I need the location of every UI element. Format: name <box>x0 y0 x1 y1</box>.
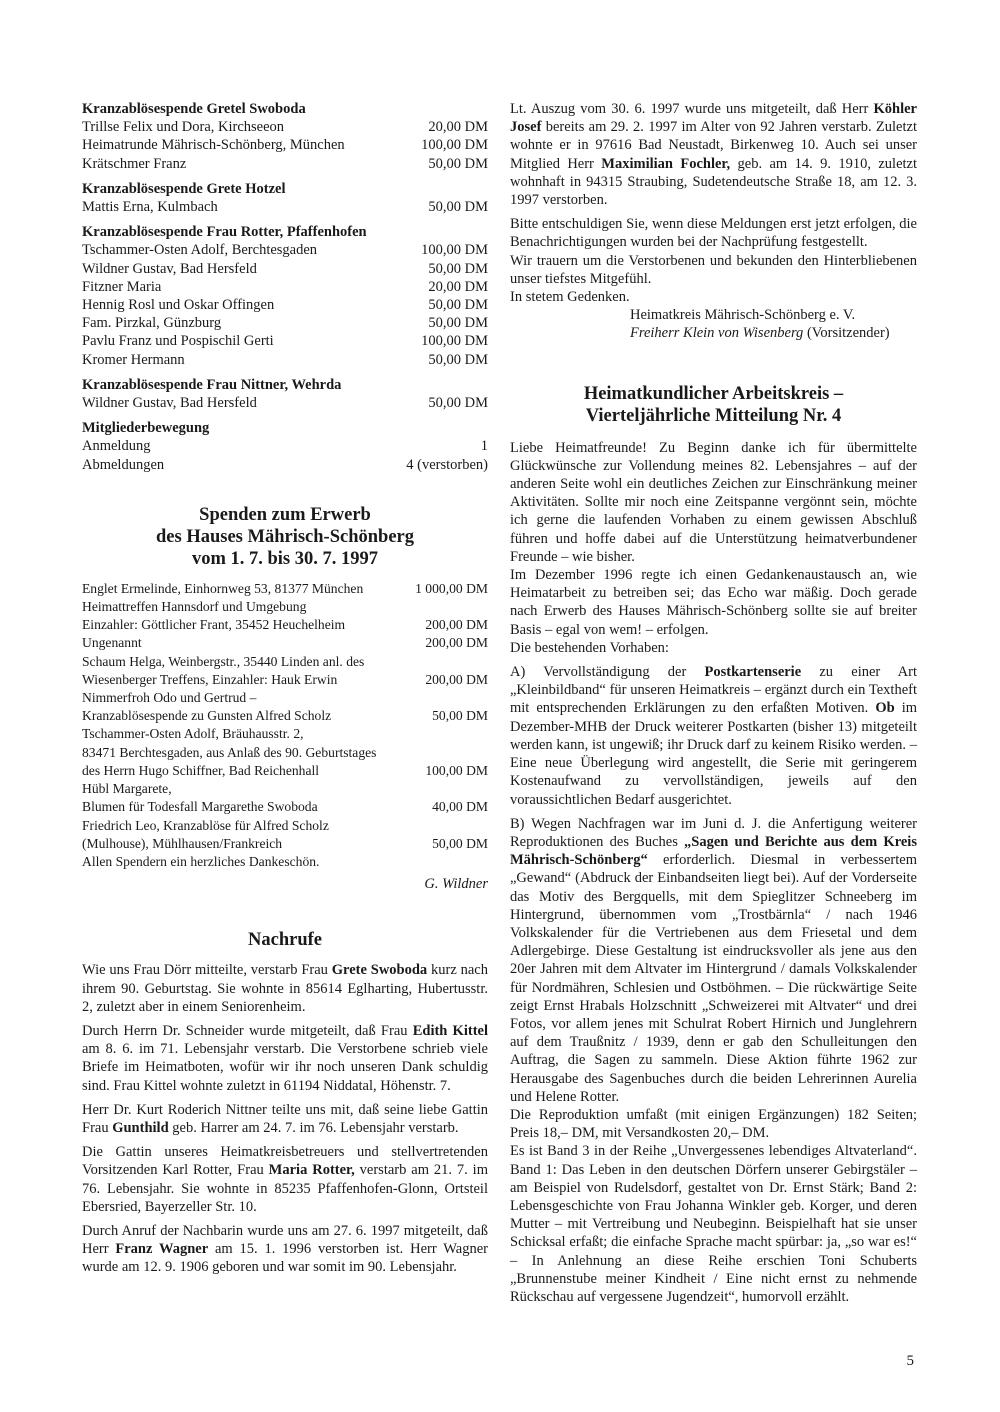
right-column <box>510 100 917 1312</box>
heimat-heading-line: Vierteljährliche Mitteilung Nr. 4 <box>585 405 842 426</box>
spende-row <box>82 634 488 652</box>
heimat-paragraph: Die bestehenden Vorhaben: <box>510 639 669 656</box>
donor-name: Krätschmer Franz <box>82 155 187 172</box>
donation-amount: 50,00 DM <box>428 199 488 216</box>
donation-lists <box>82 100 488 474</box>
spende-text: Allen Spendern ein herzliches Dankeschön. <box>82 853 320 869</box>
spende-text: Nimmerfroh Odo und Gertrud – <box>82 690 257 706</box>
spende-row <box>82 798 488 816</box>
spende-text: Hübl Margarete, <box>82 781 172 797</box>
nachruf-paragraph: Herr Dr. Kurt Roderich Nittner teilte uns mit, daß seine liebe Gattin Frau Gunthild geb. Harrer am 24. 7. im 76. Lebensjahr verstarb. <box>82 1101 488 1136</box>
heimat-heading <box>510 383 917 427</box>
donation-row <box>82 314 488 332</box>
nachrufe-section <box>82 961 488 1276</box>
donation-amount: 100,00 DM <box>421 333 488 350</box>
spende-amount: 200,00 DM <box>425 617 488 633</box>
donation-amount: 50,00 DM <box>428 315 488 332</box>
spende-amount <box>480 744 488 762</box>
spende-amount: 1 000,00 DM <box>415 580 488 596</box>
donor-name: Kromer Hermann <box>82 351 185 368</box>
donation-amount: 4 (verstorben) <box>406 456 488 473</box>
donation-row <box>82 118 488 136</box>
page-number: 5 <box>906 1353 914 1369</box>
donation-amount: 50,00 DM <box>428 297 488 314</box>
donor-name: Hennig Rosl und Oskar Offingen <box>82 297 275 314</box>
donation-row <box>82 394 488 412</box>
spenden-heading-line: Spenden zum Erwerb <box>199 504 371 525</box>
donation-list-title: Kranzablösespende Frau Nittner, Wehrda <box>82 376 342 393</box>
spende-amount: 40,00 DM <box>432 799 488 815</box>
spende-amount <box>480 653 488 671</box>
donation-list-title: Mitgliederbewegung <box>82 420 210 437</box>
spende-text: Englet Ermelinde, Einhornweg 53, 81377 München <box>82 580 364 596</box>
spende-row <box>82 780 488 798</box>
donor-name: Trillse Felix und Dora, Kirchseeon <box>82 119 285 136</box>
spende-amount: 100,00 DM <box>425 762 488 778</box>
donor-name: Tschammer-Osten Adolf, Berchtesgaden <box>82 242 318 259</box>
spende-row <box>82 744 488 762</box>
spende-row <box>82 762 488 780</box>
heimat-paragraph: Im Dezember 1996 regte ich einen Gedankenaustausch an, wie Heimatarbeit zu betreiben sei; das Echo war mäßig. Doch gerade nach Erwerb des Hauses Mährisch-Schönberg sollte sie auf breiter Basis – egal von wem! – erfolgen. <box>510 567 917 638</box>
donor-name: Pavlu Franz und Pospischil Gerti <box>82 333 274 350</box>
notice-signature-name: Freiherr Klein von Wisenberg (Vorsitzender) <box>630 325 890 342</box>
spende-text: Ungenannt <box>82 635 142 651</box>
donation-list-title: Kranzablösespende Grete Hotzel <box>82 180 286 197</box>
donation-amount: 1 <box>480 438 488 455</box>
spende-amount: 200,00 DM <box>425 671 488 687</box>
spenden-heading-line: des Hauses Mährisch-Schönberg <box>156 526 414 547</box>
spende-text: Heimattreffen Hannsdorf und Umgebung <box>82 599 307 615</box>
donation-list-title: Kranzablösespende Frau Rotter, Pfaffenhofen <box>82 224 367 241</box>
donation-row <box>82 136 488 154</box>
donation-amount: 100,00 DM <box>421 242 488 259</box>
donation-amount: 100,00 DM <box>421 137 488 154</box>
spende-text: (Mulhouse), Mühlhausen/Frankreich <box>82 835 283 851</box>
death-notices-continued <box>510 100 917 343</box>
spende-text: des Herrn Hugo Schiffner, Bad Reichenhall <box>82 762 320 778</box>
spenden-heading-line: vom 1. 7. bis 30. 7. 1997 <box>191 548 379 569</box>
donation-row <box>82 351 488 369</box>
nachruf-paragraph: Wie uns Frau Dörr mitteilte, verstarb Frau Grete Swoboda kurz nach ihrem 90. Geburtstag. Sie wohnte in 85614 Eglharting, Hubertusstr. 2, zuletzt aber in einem Seniorenheim. <box>82 962 488 1015</box>
donor-name: Mattis Erna, Kulmbach <box>82 199 218 216</box>
spende-text: 83471 Berchtesgaden, aus Anlaß des 90. Geburtstages <box>82 744 377 760</box>
heimat-paragraph: Es ist Band 3 in der Reihe „Unvergessenes lebendiges Altvaterland“. Band 1: Das Leben in den deutschen Dörfern unserer Gebirgstäler – am Beispiel von Rudelsdorf, gestaltet von Dr. Ernst Stärk; Band 2: Lebensgeschichte von Frau Johanna Winkler geb. Korger, und deren Mutter – mit Vertreibung und Neubeginn. Beispielhaft hat sie unser Schicksal erfaßt; die einfache Sprache macht spürbar: ja, „so war es!“ – In Anlehnung an diese Reihe erschien Toni Schuberts „Brunnenstube meiner Kindheit / Eine nicht ernst zu nehmende Rückschau auf vergessene Jugendzeit“, humorvoll erzählt. <box>510 1143 917 1305</box>
spende-amount <box>480 598 488 616</box>
spenden-heading <box>82 504 488 570</box>
spenden-list <box>82 580 488 871</box>
spende-row <box>82 671 488 689</box>
donor-name: Anmeldung <box>82 438 151 455</box>
heimat-paragraph: B) Wegen Nachfragen war im Juni d. J. die Anfertigung weiterer Reproduktionen des Buches „Sagen und Berichte aus dem Kreis Mährisch-Schönberg“ erforderlich. Diesmal in verbessertem „Gewand“ (Abdruck der Einbandseiten liegt bei). Auf der Vorderseite das Motiv des Bergquells, mit dem Spieglitzer Schneeberg im Hintergrund, übernommen vom „Trostbärnla“ / nach 1946 Volkskalender für die Vertriebenen aus dem Friesetal und dem Adlergebirge. Diese Gestaltung ist eindrucksvoller als jene aus den 20er Jahren mit dem Altvater im Hintergrund / damals Volkskalender für Nordmähren, Schlesien und Ostböhmen. – Die rückwärtige Seite zeigt Ernst Hrabals Holzschnitt „Schweizerei mit Altvater“ und drei Fotos, vor allem jenes mit Schulrat Robert Hirnich und Junglehrern auf dem Traußnitz / 1939, denn er gab den Schulleitungen den Auftrag, die Sagen zu sammeln. Diese Aktion führte 1962 zur Herausgabe des Sagenbuches durch die beiden Lehrerinnen Aurelia und Helene Rotter. <box>510 815 917 1105</box>
spende-text: Tschammer-Osten Adolf, Bräuhausstr. 2, <box>82 726 304 742</box>
spende-row <box>82 817 488 835</box>
nachruf-paragraph: Durch Herrn Dr. Schneider wurde mitgeteilt, daß Frau Edith Kittel am 8. 6. im 71. Lebensjahr verstarb. Die Verstorbene schrieb viele Briefe im Heimatboten, wofür wir ihr noch unseren Dank schuldig sind. Frau Kittel wohnte zuletzt in 61194 Niddatal, Höhenstr. 7. <box>82 1022 488 1094</box>
spende-amount <box>480 780 488 798</box>
spende-row <box>82 689 488 707</box>
donation-amount: 20,00 DM <box>428 119 488 136</box>
donation-row <box>82 198 488 216</box>
spende-text: Friedrich Leo, Kranzablöse für Alfred Scholz <box>82 817 329 833</box>
nachrufe-heading: Nachrufe <box>248 930 322 951</box>
spende-row <box>82 835 488 853</box>
nachruf-paragraph: Die Gattin unseres Heimatkreisbetreuers und stellvertretenden Vorsitzenden Karl Rotter, Frau Maria Rotter, verstarb am 21. 7. im 76. Lebensjahr. Sie wohnte in 85235 Pfaffenhofen-Glonn, Ortsteil Ebersried, Bayerzeller Str. 10. <box>82 1144 488 1215</box>
donation-row <box>82 456 488 474</box>
heimat-section <box>510 439 917 1307</box>
heimat-paragraph: A) Vervollständigung der Postkartenserie zu einer Art „Kleinbildband“ für unseren Heimatkreis – ergänzt durch ein Textheft mit entsprechenden Erklärungen zu den erfaßten Motiven. Ob im Dezember-MHB der Druck weiterer Postkarten (bisher 13) mitgeteilt werden kann, ist ungewiß; ihr Druck darf zu keinem Risiko werden. – Eine neue Überlegung wird angestellt, die Serie mit geringerem Kostenaufwand zu vervollständigen, jeweils auf den voraussichtlichen Bedarf ausgerichtet. <box>510 664 917 808</box>
notice-paragraph: Wir trauern um die Verstorbenen und bekunden den Hinterbliebenen unser tiefstes Mitgefühl. <box>510 252 917 287</box>
donation-amount: 50,00 DM <box>428 260 488 277</box>
heimat-paragraph: Liebe Heimatfreunde! Zu Beginn danke ich für übermittelte Glückwünsche zur Vollendung meines 82. Lebensjahres – auf der anderen Seite wohl ein deutliches Zeichen zur Einschränkung meiner Aktivitäten. Sollte mir noch eine Zeitspanne vergönnt sein, möchte ich gerne die laufenden Vorhaben zu einem gewissen Abschluß führen und hoffe dabei auf die Unterstützung heimatverbundener Freunde – wie bisher. <box>510 439 917 565</box>
spende-row <box>82 598 488 616</box>
spenden-signature: G. Wildner <box>424 876 488 893</box>
spende-text: Einzahler: Göttlicher Frant, 35452 Heuchelheim <box>82 617 346 633</box>
donation-row <box>82 296 488 314</box>
nachruf-paragraph: Durch Anruf der Nachbarin wurde uns am 27. 6. 1997 mitgeteilt, daß Herr Franz Wagner am 15. 1. 1996 verstorben ist. Herr Wagner wurde am 12. 9. 1906 geboren und war somit im 90. Lebensjahr. <box>82 1222 488 1276</box>
spende-amount <box>480 853 488 871</box>
donation-row <box>82 332 488 350</box>
spende-text: Kranzablösespende zu Gunsten Alfred Scholz <box>82 708 332 724</box>
spende-row <box>82 580 488 598</box>
spende-amount <box>480 725 488 743</box>
spende-row <box>82 653 488 671</box>
donation-amount: 50,00 DM <box>428 155 488 172</box>
spende-row <box>82 725 488 743</box>
donor-name: Abmeldungen <box>82 456 165 473</box>
donation-row <box>82 241 488 259</box>
left-column <box>82 100 488 1283</box>
spende-amount <box>480 817 488 835</box>
spende-text: Schaum Helga, Weinbergstr., 35440 Linden anl. des <box>82 653 365 669</box>
donation-row <box>82 278 488 296</box>
heimat-paragraph: Die Reproduktion umfaßt (mit einigen Ergänzungen) 182 Seiten; Preis 18,– DM, mit Versandkosten 20,– DM. <box>510 1106 917 1142</box>
donation-row <box>82 260 488 278</box>
spende-row <box>82 853 488 871</box>
donor-name: Fitzner Maria <box>82 278 162 295</box>
spende-text: Blumen für Todesfall Margarethe Swoboda <box>82 799 318 815</box>
notice-paragraph: Bitte entschuldigen Sie, wenn diese Meldungen erst jetzt erfolgen, die Benachrichtigungen wurden bei der Nachprüfung festgestellt. <box>510 216 917 251</box>
spende-amount: 200,00 DM <box>425 635 488 651</box>
notice-signature: Heimatkreis Mährisch-Schönberg e. V. <box>630 307 856 324</box>
spende-text: Wiesenberger Treffens, Einzahler: Hauk Erwin <box>82 671 338 687</box>
donor-name: Wildner Gustav, Bad Hersfeld <box>82 260 257 277</box>
notice-paragraph: In stetem Gedenken. <box>510 289 630 306</box>
donation-row <box>82 437 488 455</box>
spende-amount: 50,00 DM <box>432 835 488 851</box>
donation-list-title: Kranzablösespende Gretel Swoboda <box>82 101 306 117</box>
spende-amount <box>480 689 488 707</box>
spende-row <box>82 616 488 634</box>
donation-amount: 50,00 DM <box>428 395 488 412</box>
donation-row <box>82 155 488 173</box>
notice-paragraph: Lt. Auszug vom 30. 6. 1997 wurde uns mitgeteilt, daß Herr Köhler Josef bereits am 29. 2. 1997 im Alter von 92 Jahren verstarb. Zuletzt wohnte er in 97616 Bad Neustadt, Birkenweg 10. Auch sei unser Mitglied Herr Maximilian Fochler, geb. am 14. 9. 1910, zuletzt wohnhaft in 94315 Straubing, Sudetendeutsche Straße 18, am 12. 3. 1997 verstorben. <box>510 101 918 209</box>
spende-row <box>82 707 488 725</box>
donor-name: Heimatrunde Mährisch-Schönberg, München <box>82 137 345 154</box>
spende-amount: 50,00 DM <box>432 708 488 724</box>
donation-amount: 20,00 DM <box>428 278 488 295</box>
heimat-heading-line: Heimatkundlicher Arbeitskreis – <box>583 383 844 404</box>
donation-amount: 50,00 DM <box>428 351 488 368</box>
donor-name: Fam. Pirzkal, Günzburg <box>82 315 222 332</box>
donor-name: Wildner Gustav, Bad Hersfeld <box>82 395 257 412</box>
